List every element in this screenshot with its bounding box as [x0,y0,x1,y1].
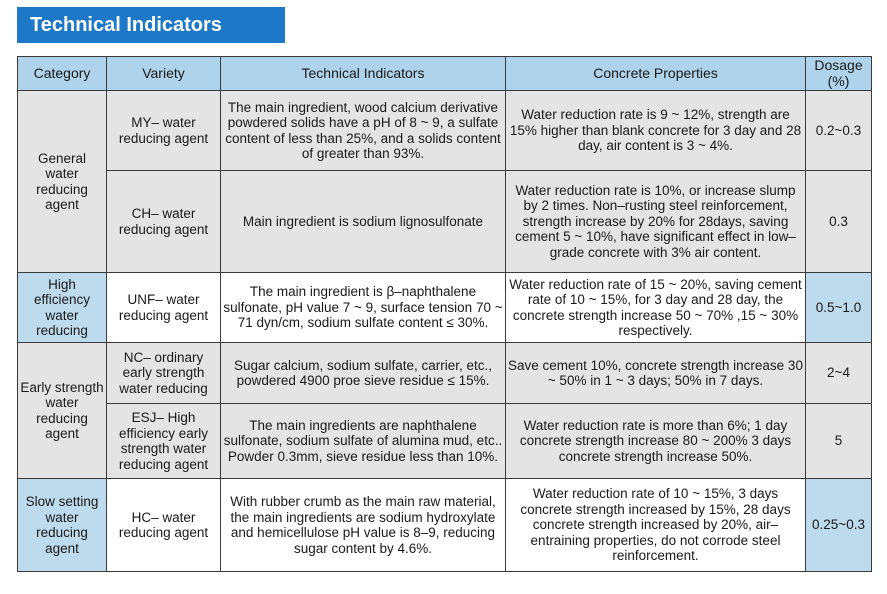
technical-cell: The main ingredients are naphthalene sulfonate, sodium sulfate of alumina mud, etc.. Powder 0.3mm, sieve residue less than 10%. [221,404,506,479]
header-variety: Variety [107,57,221,91]
properties-cell: Water reduction rate is 10%, or increase slump by 2 times. Non–rusting steel reinforcement, strength increase by 20% for 28days, saving cement 5 ~ 10%, have significant effect in low–grade concrete with 3% air content. [506,171,806,273]
properties-cell: Save cement 10%, concrete strength increase 30 ~ 50% in 1 ~ 3 days; 50% in 7 days. [506,343,806,404]
header-concrete-properties: Concrete Properties [506,57,806,91]
dosage-cell: 0.2~0.3 [806,91,872,171]
properties-cell: Water reduction rate is 9 ~ 12%, strength are 15% higher than blank concrete for 3 day and 28 day, air content is 3 ~ 4%. [506,91,806,171]
technical-cell: Sugar calcium, sodium sulfate, carrier, etc., powdered 4900 proe sieve residue ≤ 15%. [221,343,506,404]
properties-cell: Water reduction rate is more than 6%; 1 day concrete strength increase 80 ~ 200% 3 days concrete strength increase 50%. [506,404,806,479]
table-row [18,171,872,273]
category-cell: Slow setting water reducing agent [18,479,107,572]
table-row [18,404,872,479]
table-row [18,479,872,572]
header-dosage: Dosage (%) [806,57,872,91]
table-row [18,91,872,171]
dosage-cell: 2~4 [806,343,872,404]
dosage-cell: 0.25~0.3 [806,479,872,572]
table-row [18,273,872,343]
technical-cell: Main ingredient is sodium lignosulfonate [221,171,506,273]
dosage-cell: 0.3 [806,171,872,273]
technical-cell: The main ingredient, wood calcium derivative powdered solids have a pH of 8 ~ 9, a sulfate content of less than 25%, and a solids content of greater than 93%. [221,91,506,171]
properties-cell: Water reduction rate of 10 ~ 15%, 3 days concrete strength increased by 15%, 28 days concrete strength increased by 20%, air–entraining properties, do not corrode steel reinforcement. [506,479,806,572]
table-header-row [18,57,872,91]
category-cell: High efficiency water reducing [18,273,107,343]
variety-cell: NC– ordinary early strength water reducing [107,343,221,404]
technical-cell: The main ingredient is β–naphthalene sulfonate, pH value 7 ~ 9, surface tension 70 ~ 71 dyn/cm, sodium sulfate content ≤ 30%. [221,273,506,343]
header-technical-indicators: Technical Indicators [221,57,506,91]
technical-cell: With rubber crumb as the main raw material, the main ingredients are sodium hydroxylate and hemicellulose pH value is 8–9, reducing sugar content by 4.6%. [221,479,506,572]
page-title: Technical Indicators [17,7,285,43]
category-cell: General water reducing agent [18,91,107,273]
dosage-cell: 5 [806,404,872,479]
variety-cell: ESJ– High efficiency early strength water reducing agent [107,404,221,479]
variety-cell: CH– water reducing agent [107,171,221,273]
category-cell: Early strength water reducing agent [18,343,107,479]
variety-cell: HC– water reducing agent [107,479,221,572]
dosage-cell: 0.5~1.0 [806,273,872,343]
header-category: Category [18,57,107,91]
variety-cell: MY– water reducing agent [107,91,221,171]
variety-cell: UNF– water reducing agent [107,273,221,343]
technical-indicators-table [17,56,872,572]
table-row [18,343,872,404]
properties-cell: Water reduction rate of 15 ~ 20%, saving cement rate of 10 ~ 15%, for 3 day and 28 day, the concrete strength increase 50 ~ 70% ,15 ~ 30% respectively. [506,273,806,343]
